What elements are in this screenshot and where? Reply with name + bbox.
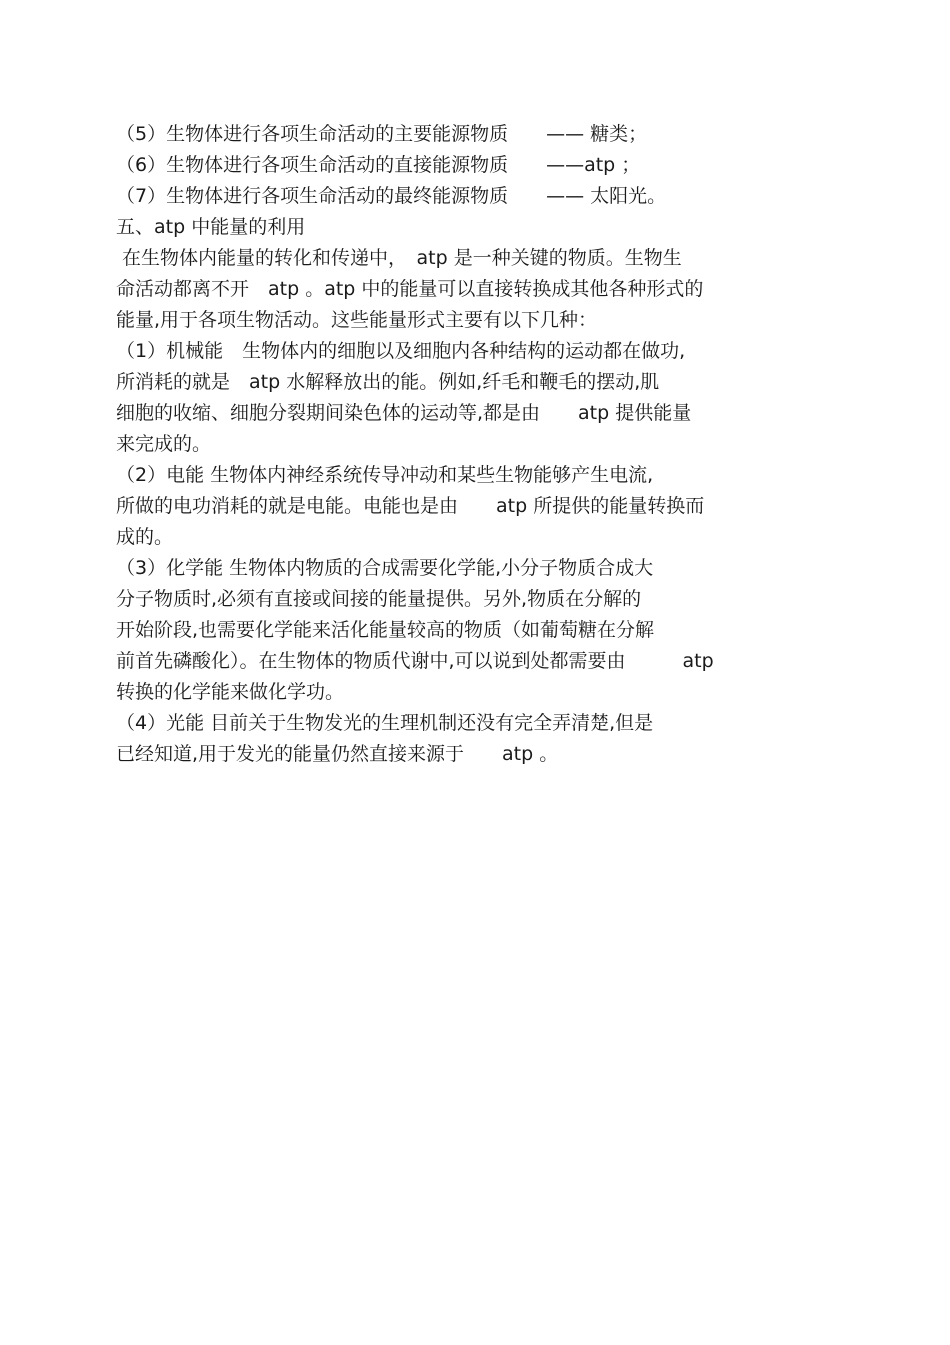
text-line: 前首先磷酸化）。在生物体的物质代谢中,可以说到处都需要由 atp: [116, 650, 714, 672]
text-line: 细胞的收缩、细胞分裂期间染色体的运动等,都是由 atp 提供能量: [116, 402, 692, 424]
document-body: [116, 119, 836, 770]
text-line: 所做的电功消耗的就是电能。电能也是由 atp 所提供的能量转换而: [116, 495, 705, 517]
text-line: 在生物体内能量的转化和传递中， atp 是一种关键的物质。生物生: [116, 247, 682, 269]
text-line: 分子物质时,必须有直接或间接的能量提供。另外,物质在分解的: [116, 588, 642, 610]
text-line: （1）机械能 生物体内的细胞以及细胞内各种结构的运动都在做功,: [116, 340, 686, 362]
text-line: 转换的化学能来做化学功。: [116, 681, 345, 703]
text-line: （6）生物体进行各项生命活动的直接能源物质 ——atp ；: [116, 154, 641, 176]
text-line: （7）生物体进行各项生命活动的最终能源物质 —— 太阳光。: [116, 185, 667, 207]
text-line: （4）光能 目前关于生物发光的生理机制还没有完全弄清楚,但是: [116, 712, 654, 734]
text-line: 来完成的。: [116, 433, 212, 455]
text-line: 所消耗的就是 atp 水解释放出的能。例如,纤毛和鞭毛的摆动,肌: [116, 371, 660, 393]
text-line: （3）化学能 生物体内物质的合成需要化学能,小分子物质合成大: [116, 557, 654, 579]
text-line: 开始阶段,也需要化学能来活化能量较高的物质（如葡萄糖在分解: [116, 619, 655, 641]
text-line: 命活动都离不开 atp 。atp 中的能量可以直接转换成其他各种形式的: [116, 278, 704, 300]
text-line: （2）电能 生物体内神经系统传导冲动和某些生物能够产生电流,: [116, 464, 654, 486]
text-line: 成的。: [116, 526, 174, 548]
text-line: 能量,用于各项生物活动。这些能量形式主要有以下几种：: [116, 309, 598, 331]
text-line: 已经知道,用于发光的能量仍然直接来源于 atp 。: [116, 743, 559, 765]
text-line: （5）生物体进行各项生命活动的主要能源物质 —— 糖类；: [116, 123, 648, 145]
section-heading: 五、atp 中能量的利用: [116, 216, 306, 238]
